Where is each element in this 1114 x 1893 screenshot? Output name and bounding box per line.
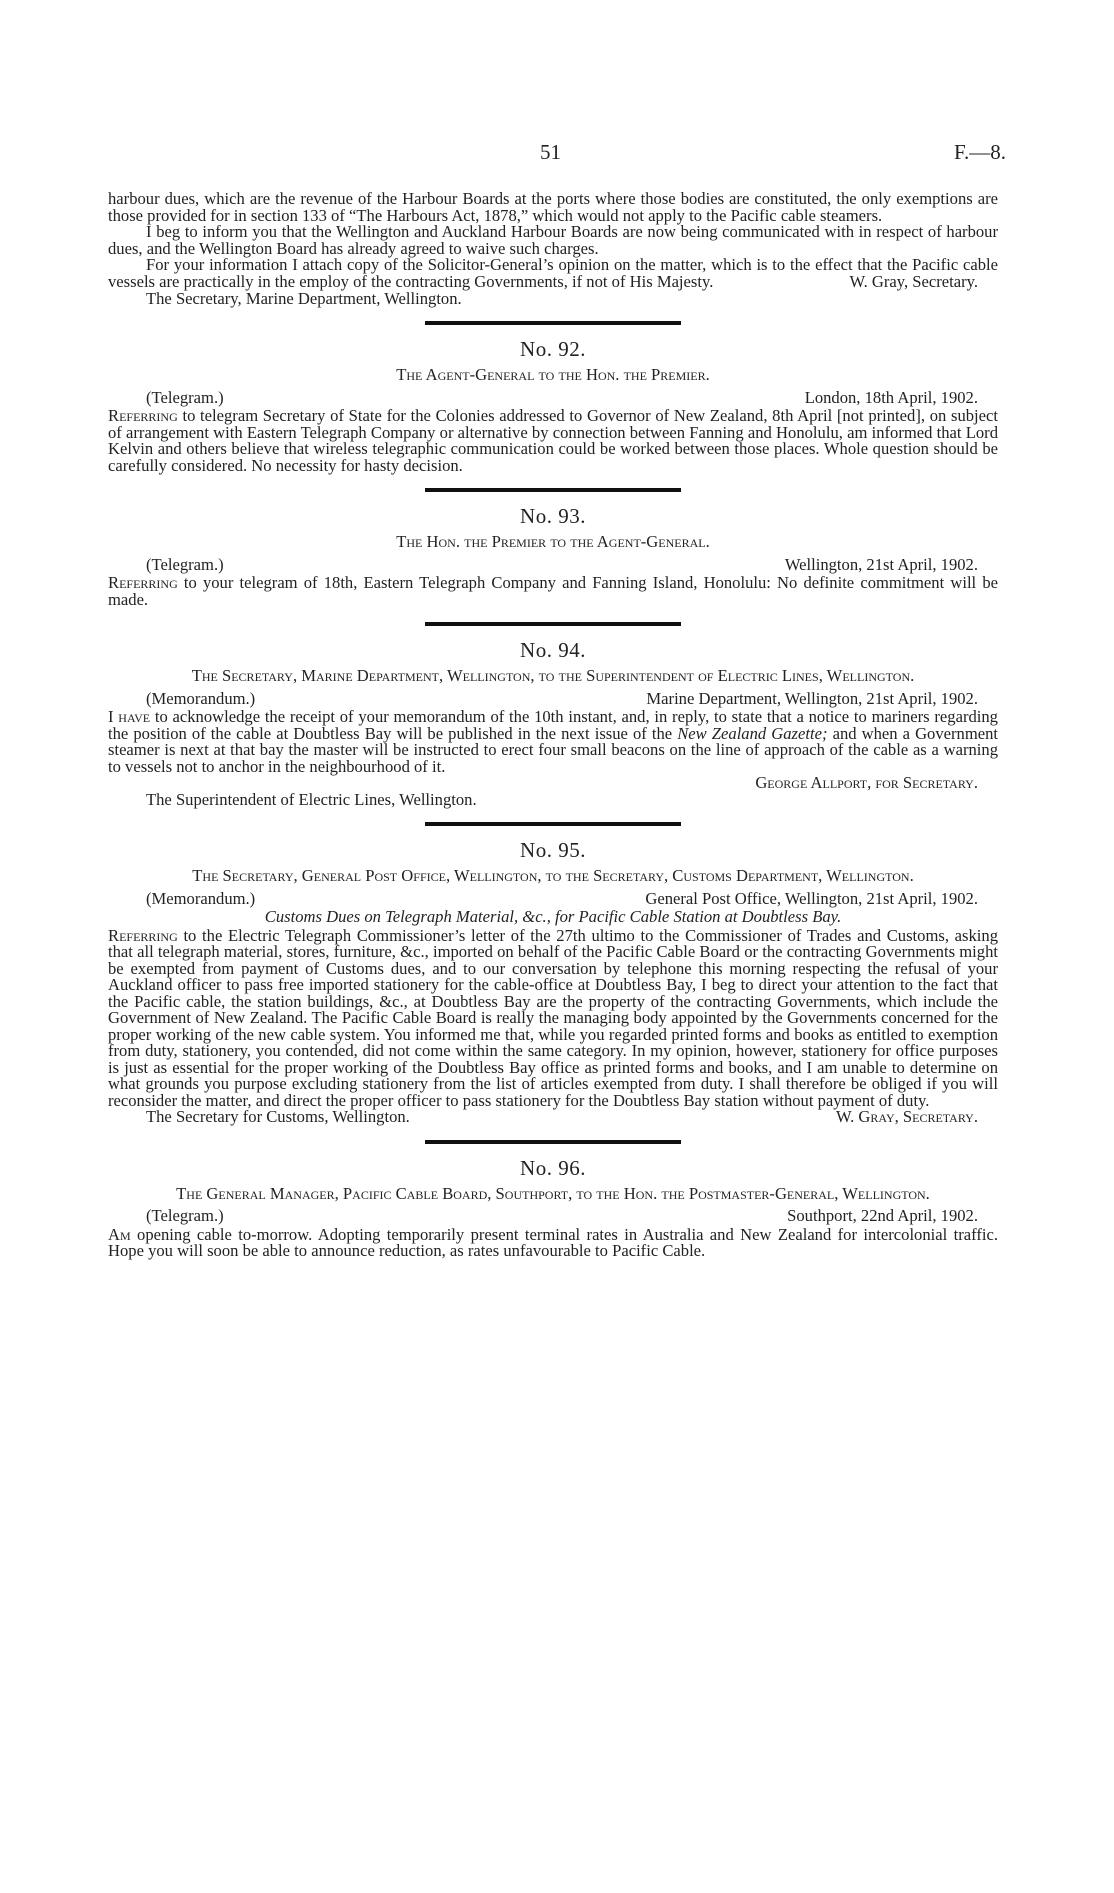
item-body-94 bbox=[108, 709, 998, 775]
item-dateline-95: General Post Office, Wellington, 21st April, 1902. bbox=[645, 888, 978, 908]
item-dateline-row-95 bbox=[108, 888, 998, 908]
item-number-96: No. 96. bbox=[520, 1155, 586, 1180]
item-kind-92: (Telegram.) bbox=[146, 387, 224, 407]
section-divider bbox=[425, 321, 681, 325]
section-divider bbox=[425, 822, 681, 826]
item-closing-row-95 bbox=[108, 1109, 998, 1126]
item-dateline-92: London, 18th April, 1902. bbox=[804, 387, 978, 407]
item-kind-95: (Memorandum.) bbox=[146, 888, 256, 908]
item-text-93: to your telegram of 18th, Eastern Telegraph Company and Fanning Island, Honolulu: No definite commitment will be made. bbox=[108, 573, 998, 609]
item-number-93: No. 93. bbox=[520, 504, 586, 528]
item-dateline-94: Marine Department, Wellington, 21st April, 1902. bbox=[646, 688, 978, 708]
intro-addressee: The Secretary, Marine Department, Wellington. bbox=[146, 288, 462, 308]
item-route-96: The General Manager, Pacific Cable Board, Southport, to the Hon. the Postmaster-General, Wellington. bbox=[176, 1183, 930, 1203]
item-addressee-95: The Secretary for Customs, Wellington. bbox=[146, 1107, 410, 1126]
item-text-94b: and when a Government steamer is next at that bay the master will be instructed to erect four small beacons on the line of approach of the cable as a warning to vessels not to anchor in the neighbourhood of it. bbox=[108, 723, 999, 776]
item-number-92: No. 92. bbox=[520, 337, 586, 361]
item-lead-92: Referring bbox=[108, 406, 178, 425]
gazette-title: New Zealand Gazette; bbox=[677, 723, 828, 743]
item-text-95: to the Electric Telegraph Commissioner’s letter of the 27th ultimo to the Commissioner of Trades and Customs, asking that all telegraph material, stores, furniture, &c., imported on behalf of the Pacific Cable Board or the contracting Governments might be exempted from payment of Customs dues, and to our conversation by telephone this morning respecting the refusal of your Auckland officer to pass free imported stationery for the cable-office at Doubtless Bay, I beg to direct your attention to the fact that the Pacific cable, the station buildings, &c., at Doubtless Bay are the property of the contracting Governments, which include the Government of New Zealand. The Pacific Cable Board is really the managing body appointed by the Governments concerned for the proper working of the new cable system. You informed me that, while you regarded printed forms and books as entitled to exemption from duty, stationery, you contended, did not come within the same category. In my opinion, however, stationery for office purposes is just as essential for the proper working of the Doubtless Bay office as printed forms and books, and I am unable to determine on what grounds you purpose excluding stationery from the list of articles exempted from duty. I shall therefore be obliged if you will reconsider the matter, and direct the proper officer to pass stationery for the Doubtless Bay station without payment of duty. bbox=[108, 925, 998, 1110]
item-dateline-93: Wellington, 21st April, 1902. bbox=[784, 554, 978, 574]
item-addressee-94: The Superintendent of Electric Lines, Wellington. bbox=[146, 789, 477, 809]
item-route-93: The Hon. the Premier to the Agent-General. bbox=[396, 532, 710, 551]
item-text-94a: to acknowledge the receipt of your memorandum of the 10th instant, and, in reply, to state that a notice to mariners regarding the position of the cable at Doubtless Bay will be published in the next issue of the bbox=[108, 707, 998, 743]
intro-paragraph-2: I beg to inform you that the Wellington and Auckland Harbour Boards are now being communicated with in respect of harbour dues, and the Wellington Board has already agreed to waive such charges. bbox=[108, 222, 998, 258]
intro-paragraph-1: harbour dues, which are the revenue of the Harbour Boards at the ports where those bodies are constituted, the only exemptions are those provided for in section 133 of “The Harbours Act, 1878,” which would not apply to the Pacific cable steamers. bbox=[108, 189, 998, 225]
item-body-93 bbox=[108, 575, 998, 608]
item-dateline-row-94 bbox=[108, 688, 998, 708]
item-kind-94: (Memorandum.) bbox=[146, 688, 256, 708]
item-route-95: The Secretary, General Post Office, Wellington, to the Secretary, Customs Department, Wellington. bbox=[192, 866, 914, 885]
item-subject-95: Customs Dues on Telegraph Material, &c., for Pacific Cable Station at Doubtless Bay. bbox=[264, 907, 842, 926]
item-lead-95: Referring bbox=[108, 925, 178, 945]
item-route-92: The Agent-General to the Hon. the Premier. bbox=[396, 365, 710, 384]
intro-signature: W. Gray, Secretary. bbox=[849, 272, 978, 291]
section-divider bbox=[425, 622, 681, 626]
intro-paragraph-3: For your information I attach copy of the Solicitor-General’s opinion on the matter, which is to the effect that the Pacific cable vessels are practically in the employ of the contracting Governments, if not of His Majesty. bbox=[108, 255, 998, 291]
item-lead-96: Am bbox=[108, 1224, 131, 1244]
section-divider bbox=[425, 488, 681, 492]
item-lead-93: Referring bbox=[108, 573, 178, 592]
item-body-92 bbox=[108, 408, 998, 474]
item-signature-95: W. Gray, Secretary. bbox=[835, 1107, 978, 1126]
item-lead-94: I have bbox=[108, 707, 151, 726]
item-route-94: The Secretary, Marine Department, Wellington, to the Superintendent of Electric Lines, Wellington. bbox=[191, 666, 915, 685]
item-kind-93: (Telegram.) bbox=[146, 554, 224, 574]
section-divider bbox=[425, 1140, 681, 1144]
page-number: 51 bbox=[540, 140, 561, 164]
item-text-96: opening cable to-morrow. Adopting temporarily present terminal rates in Australia and New Zealand for intercolonial traffic. Hope you will soon be able to announce reduction, as rates unfavourable to Pacific Cable. bbox=[108, 1224, 998, 1260]
item-dateline-96: Southport, 22nd April, 1902. bbox=[787, 1206, 978, 1225]
item-text-92: to telegram Secretary of State for the Colonies addressed to Governor of New Zealand, 8th April [not printed], on subject of arrangement with Eastern Telegraph Company or alternative by connection between Fanning and Honolulu, am informed that Lord Kelvin and others believe that wireless telegraphic communication could be worked between those places. Whole question should be carefully considered. No necessity for hasty decision. bbox=[108, 406, 998, 475]
item-body-96 bbox=[108, 1224, 998, 1260]
item-number-94: No. 94. bbox=[520, 638, 586, 662]
item-dateline-row-93 bbox=[108, 554, 998, 574]
page-body bbox=[108, 191, 998, 1260]
item-signature-94: George Allport, for Secretary. bbox=[755, 773, 978, 792]
item-body-95 bbox=[108, 925, 998, 1110]
item-dateline-row-92 bbox=[108, 387, 998, 407]
item-number-95: No. 95. bbox=[520, 838, 586, 862]
item-kind-96: (Telegram.) bbox=[146, 1206, 224, 1225]
item-dateline-row-96 bbox=[108, 1208, 998, 1225]
document-reference: F.—8. bbox=[954, 140, 1006, 164]
